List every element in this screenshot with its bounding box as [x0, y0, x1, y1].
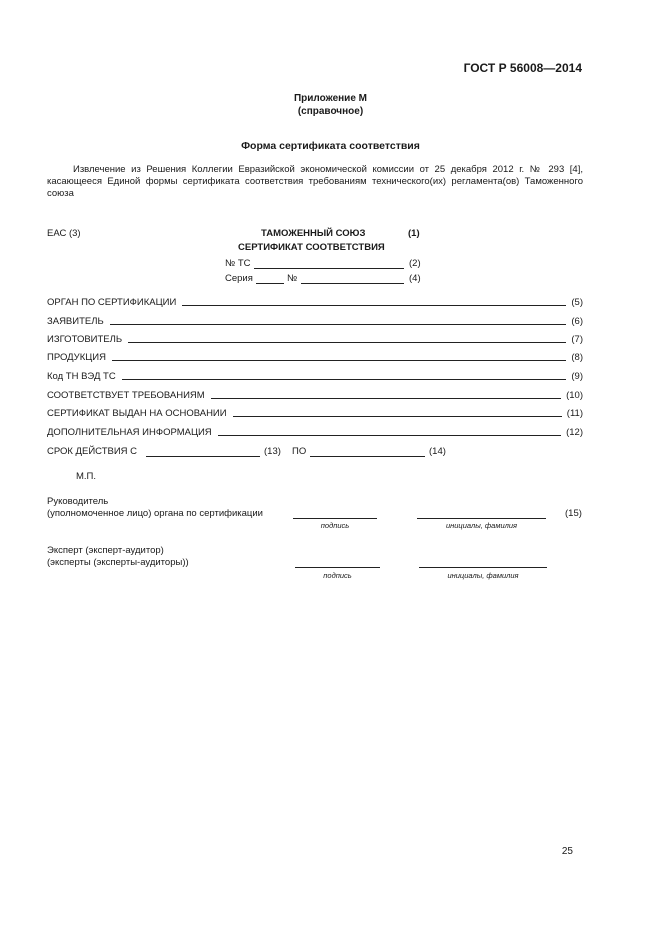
form-title: Форма сертификата соответствия	[241, 140, 420, 152]
validity-to-line	[310, 456, 425, 457]
field-row	[47, 352, 583, 363]
head-name-line	[417, 518, 546, 519]
field-line	[218, 435, 561, 436]
field-num: (7)	[571, 334, 583, 345]
certificate-title: СЕРТИФИКАТ СООТВЕТСТВИЯ	[238, 242, 385, 253]
field-line	[122, 379, 567, 380]
expert-name-line	[419, 567, 547, 568]
standard-designation: ГОСТ Р 56008—2014	[463, 61, 582, 75]
series-line	[256, 283, 284, 284]
field-row	[47, 427, 583, 438]
validity-to-label: ПО	[292, 446, 307, 457]
page-number: 25	[561, 846, 573, 857]
field-num: (9)	[571, 371, 583, 382]
tc-number-label: № ТС	[225, 258, 251, 269]
head-signature-caption: подпись	[320, 521, 350, 530]
field-row	[47, 297, 583, 308]
field-label: ОРГАН ПО СЕРТИФИКАЦИИ	[47, 297, 177, 308]
field-row	[47, 334, 583, 345]
customs-union-num: (1)	[408, 228, 420, 239]
customs-union-title: ТАМОЖЕННЫЙ СОЮЗ	[261, 228, 366, 239]
tc-number-num: (2)	[409, 258, 421, 269]
field-num: (6)	[571, 316, 583, 327]
field-line	[211, 398, 561, 399]
field-label: ИЗГОТОВИТЕЛЬ	[47, 334, 123, 345]
head-label-line1: Руководитель	[47, 496, 109, 507]
field-label: ПРОДУКЦИЯ	[47, 352, 106, 363]
series-number-line	[301, 283, 404, 284]
field-row	[47, 316, 583, 327]
field-num: (5)	[571, 297, 583, 308]
intro-paragraph: Извлечение из Решения Коллегии Евразийской экономической комиссии от 25 декабря 2012 г. № 293 [4], касающееся Единой формы сертификата соответствия требованиям технического(их) регламента(ов) Таможенного союза	[47, 164, 583, 199]
expert-name-caption: инициалы, фамилия	[447, 571, 519, 580]
field-row	[47, 371, 583, 382]
field-label: Код ТН ВЭД ТС	[47, 371, 116, 382]
series-label: Серия	[225, 273, 253, 284]
validity-from-line	[146, 456, 260, 457]
field-line	[182, 305, 566, 306]
field-line	[112, 360, 566, 361]
validity-from-num: (13)	[264, 446, 281, 457]
series-num: (4)	[409, 273, 421, 284]
stamp-place: М.П.	[76, 471, 97, 482]
field-num: (11)	[566, 408, 583, 419]
expert-label-line2: (эксперты (эксперты-аудиторы))	[47, 557, 189, 568]
field-label: СЕРТИФИКАТ ВЫДАН НА ОСНОВАНИИ	[47, 408, 227, 419]
validity-label: СРОК ДЕЙСТВИЯ С	[47, 446, 138, 457]
head-signature-line	[293, 518, 377, 519]
expert-signature-caption: подпись	[323, 571, 352, 580]
expert-label-line1: Эксперт (эксперт-аудитор)	[47, 545, 164, 556]
field-line	[128, 342, 566, 343]
annex-subtitle: (справочное)	[297, 106, 364, 117]
validity-to-num: (14)	[429, 446, 446, 457]
field-line	[233, 416, 562, 417]
field-label: СООТВЕТСТВУЕТ ТРЕБОВАНИЯМ	[47, 390, 205, 401]
field-label: ЗАЯВИТЕЛЬ	[47, 316, 104, 327]
head-name-caption: инициалы, фамилия	[445, 521, 518, 530]
annex-title: Приложение М	[293, 93, 368, 104]
field-row	[47, 408, 583, 419]
series-number-label: №	[287, 273, 298, 284]
head-label-line2: (уполномоченное лицо) органа по сертификации	[47, 508, 263, 519]
tc-number-line	[254, 268, 404, 269]
expert-signature-line	[295, 567, 380, 568]
field-num: (12)	[566, 427, 583, 438]
field-row	[47, 390, 583, 401]
field-label: ДОПОЛНИТЕЛЬНАЯ ИНФОРМАЦИЯ	[47, 427, 212, 438]
head-num: (15)	[565, 508, 582, 519]
annex-heading	[0, 92, 661, 118]
field-num: (8)	[571, 352, 583, 363]
eac-mark: ЕАС (3)	[47, 228, 81, 239]
field-line	[110, 324, 567, 325]
field-num: (10)	[566, 390, 583, 401]
